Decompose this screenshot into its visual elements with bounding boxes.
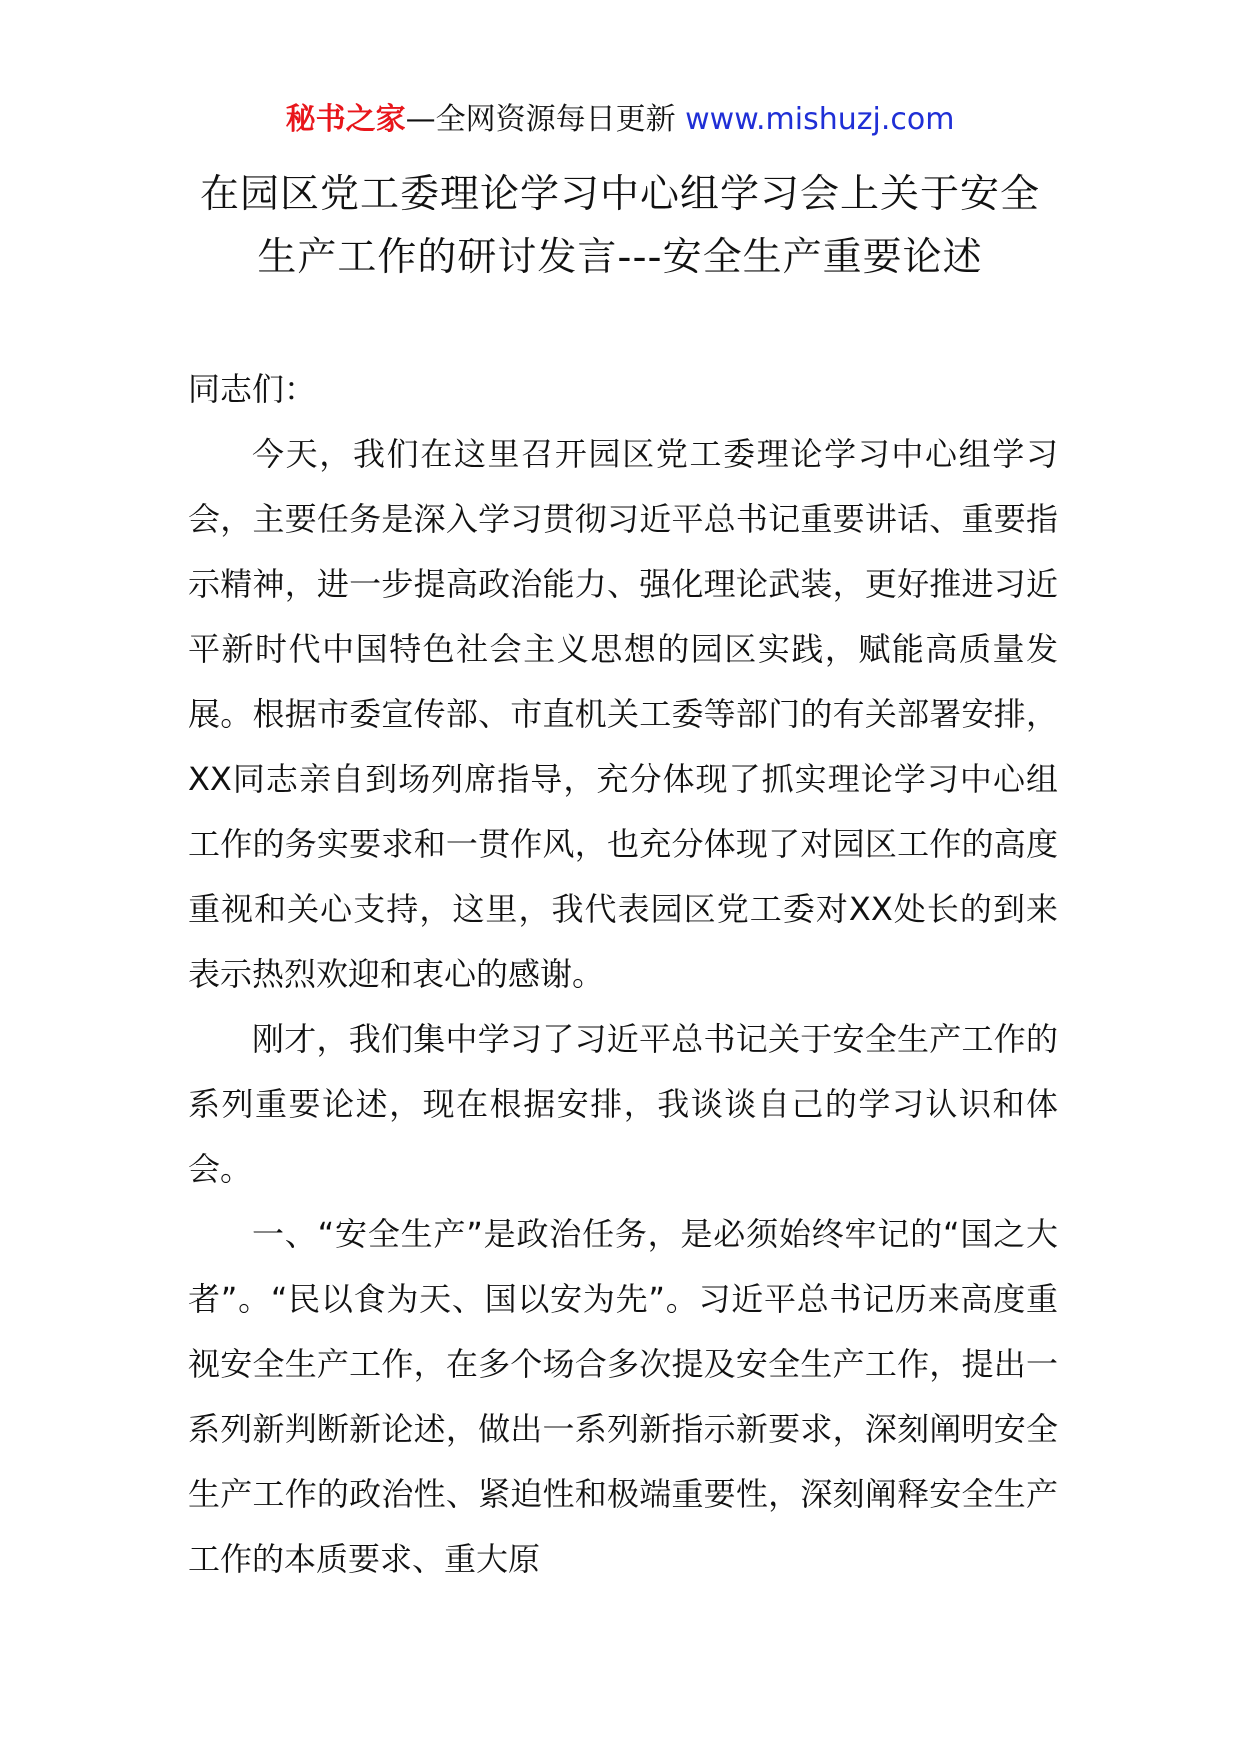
document-title: 在园区党工委理论学习中心组学习会上关于安全生产工作的研讨发言---安全生产重要论述: [199, 172, 1040, 280]
site-tagline: —全网资源每日更新: [405, 102, 686, 137]
salutation: 同志们：: [188, 370, 317, 408]
site-url-link[interactable]: www.mishuzj.com: [685, 102, 955, 137]
site-brand: 秘书之家: [285, 102, 406, 137]
paragraph-transition: 刚才，我们集中学习了习近平总书记关于安全生产工作的系列重要论述，现在根据安排，我谈谈自己的学习认识和体会。: [188, 1020, 1058, 1188]
paragraph-section-one: 一、“安全生产”是政治任务，是必须始终牢记的“国之大者”。“民以食为天、国以安为先”。习近平总书记历来高度重视安全生产工作，在多个场合多次提及安全生产工作，提出一系列新判断新论述，做出一系列新指示新要求，深刻阐明安全生产工作的政治性、紧迫性和极端重要性，深刻阐释安全生产工作的本质要求、重大原: [188, 1215, 1058, 1578]
site-header: [0, 100, 1240, 140]
document-body: [188, 357, 1058, 1592]
paragraph-opening: 今天，我们在这里召开园区党工委理论学习中心组学习会，主要任务是深入学习贯彻习近平总书记重要讲话、重要指示精神，进一步提高政治能力、强化理论武装，更好推进习近平新时代中国特色社会主义思想的园区实践，赋能高质量发展。根据市委宣传部、市直机关工委等部门的有关部署安排，XX同志亲自到场列席指导，充分体现了抓实理论学习中心组工作的务实要求和一贯作风，也充分体现了对园区工作的高度重视和关心支持，这里，我代表园区党工委对XX处长的到来表示热烈欢迎和衷心的感谢。: [188, 435, 1058, 993]
